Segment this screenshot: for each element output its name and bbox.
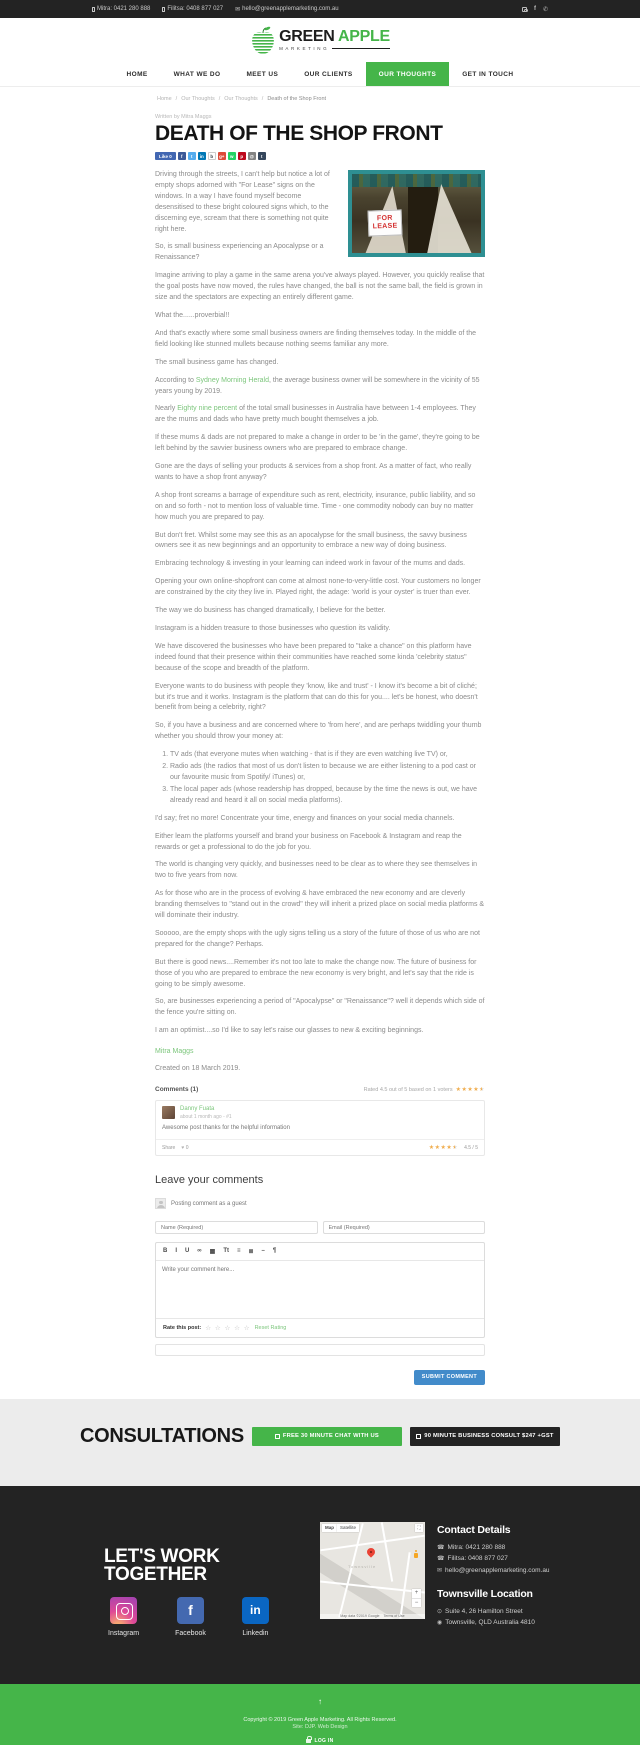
comment-card	[155, 1100, 485, 1156]
for-lease-sign: FOR LEASE	[368, 209, 403, 236]
comment-like-button[interactable]: ♥ 0	[181, 1144, 189, 1151]
toolbar-button[interactable]: I	[175, 1248, 178, 1255]
comments-count: Comments (1)	[155, 1086, 199, 1094]
topbar	[0, 0, 640, 18]
article-paragraph: The world is changing very quickly, and businesses need to be clear as to where they see themselves in two to five years from now.	[155, 861, 478, 880]
reset-rating-link[interactable]: Reset Rating	[254, 1325, 287, 1332]
free-chat-button[interactable]: FREE 30 MINUTE CHAT WITH US	[252, 1427, 402, 1446]
article-paragraph: So, are businesses experiencing a period of "Apocalypse" or "Renaissance"? well it depends which side of the fence you're sitting on.	[155, 998, 485, 1017]
breadcrumb-item[interactable]: Our Thoughts	[181, 96, 215, 102]
article-paragraph: A shop front screams a barrage of expenditure such as rent, electricity, insurance, public liability, and so on and so forth - not to mention loss of valuable time. Time - one commodity nobody can buy no matter how much you are prepared to pay.	[155, 491, 476, 521]
submit-comment-button[interactable]: SUBMIT COMMENT	[414, 1370, 485, 1385]
email-icon: ✉	[437, 1567, 443, 1574]
phone-icon	[92, 7, 95, 12]
address-line: ⊙ Suite 4, 26 Hamilton Street	[437, 1607, 523, 1615]
phone-icon	[162, 7, 165, 12]
nav-item-what-we-do[interactable]: WHAT WE DO	[173, 70, 221, 78]
breadcrumb-separator: /	[261, 96, 264, 102]
facebook-share-icon[interactable]: f	[178, 152, 186, 160]
article-paragraph: So, if you have a business and are concerned where to 'from here', and are perhaps twiddling your thumb whether you should throw your money at:	[155, 722, 482, 741]
location-heading: Townsville Location	[437, 1587, 533, 1600]
map-town-label: Townsville	[348, 1563, 377, 1569]
author-link[interactable]: Mitra Maggs	[155, 1048, 194, 1056]
phone-icon[interactable]: ✆	[542, 6, 548, 13]
nav-item-get-in-touch[interactable]: GET IN TOUCH	[462, 70, 514, 78]
name-field[interactable]	[155, 1221, 318, 1234]
article-paragraph: Imagine arriving to play a game in the same arena you've always played. However, you quickly realise that the goal posts have now moved, the rules have changed, the ball is not the same ball, the field is grown in size and the spectators are expecting an entirely different game.	[155, 272, 485, 302]
toolbar-button[interactable]: ▦	[209, 1249, 216, 1256]
social-label: Linkedin	[242, 1629, 269, 1637]
footer	[0, 1486, 640, 1684]
buffer-share-icon[interactable]: b	[208, 152, 216, 160]
instagram-icon[interactable]	[522, 7, 527, 12]
leave-comments-title: Leave your comments	[155, 1174, 264, 1187]
comment-textarea[interactable]	[156, 1261, 484, 1313]
toolbar-button[interactable]: ≣	[248, 1249, 254, 1256]
social-instagram[interactable]	[108, 1597, 139, 1637]
whatsapp-share-icon[interactable]: w	[228, 152, 236, 160]
linkedin-share-icon[interactable]: in	[199, 153, 204, 159]
article-list	[170, 750, 485, 807]
map-zoom-controls	[412, 1589, 421, 1607]
googleplus-share-icon[interactable]: g+	[219, 153, 225, 159]
article-paragraph: As for those who are in the process of evolving & have embraced the new economy and are cleverly branding themselves to "stand out in the crowd" they will inherit a prized place on social media platforms & will dominate their industry.	[155, 890, 485, 920]
linkedin-icon: in	[242, 1597, 269, 1624]
location-map[interactable]	[320, 1522, 425, 1619]
email-icon: ✉	[235, 6, 241, 13]
created-date: Created on 18 March 2019.	[155, 1065, 241, 1073]
article-paragraph: Opening your own online-shopfront can come at almost none-to-very-little cost. Your customers no longer are constrained by the city they live in. Played right, the adage: 'world is your oyster' is truer than ever.	[155, 578, 481, 597]
article-link[interactable]: Eighty nine percent	[177, 405, 238, 413]
article-paragraph: Either learn the platforms yourself and brand your business on Facebook & Instagram and reap the rewards or get a professional to do the job for you.	[155, 832, 462, 851]
article-paragraph: We have discovered the businesses who have been prepared to "take a chance" on this platform have indeed found that their presence within their communities have reached some kinda 'celebrity status" because of the scope and breadth of the platform.	[155, 642, 472, 672]
article-paragraph: Sooooo, are the empty shops with the ugly signs telling us a story of the future of those of us who are not prepared for the change? Perhaps.	[155, 929, 480, 948]
map-pin-icon: ◉	[437, 1620, 443, 1627]
rating-summary: Rated 4.5 out of 5 based on 1 voters ★★★★★	[363, 1086, 485, 1094]
contact-email[interactable]: ✉ hello@greenapplemarketing.com.au	[437, 1566, 550, 1574]
map-view-button[interactable]: Map	[322, 1524, 337, 1532]
pinterest-share-icon[interactable]: p	[238, 152, 246, 160]
nav-wrap	[0, 62, 640, 87]
topbar-socials	[522, 6, 548, 13]
article-link[interactable]: Sydney Morning Herald	[195, 376, 270, 384]
comment-rating-value: 4.5 / 5	[464, 1144, 478, 1151]
logo-text	[279, 29, 390, 51]
calendar-icon	[416, 1434, 421, 1439]
shopfront-photo	[348, 170, 485, 257]
guest-avatar-icon	[155, 1198, 166, 1209]
apple-logo-icon	[250, 26, 276, 55]
calendar-icon	[275, 1434, 280, 1439]
email-field[interactable]	[323, 1221, 486, 1234]
address-line: ◉ Townsville, QLD Australia 4810	[437, 1619, 535, 1627]
share-row	[155, 152, 485, 160]
contact-details-heading: Contact Details	[437, 1523, 511, 1536]
social-label: Instagram	[108, 1629, 140, 1637]
map-terms-link[interactable]: Terms of Use	[383, 1614, 405, 1619]
article-paragraph: According to Sydney Morning Herald, the average business owner will be somewhere in the vicinity of 55 years young by 2019.	[155, 376, 480, 395]
photo-beam	[352, 174, 481, 187]
editor-toolbar	[156, 1243, 484, 1261]
article-paragraph: Driving through the streets, I can't help but notice a lot of empty shops adorned with "For Lease" signs on the windows. In a way I have found myself become desensitised to these bright coloured signs which, to the discerning eye, scream that there is something not quite right here.	[155, 171, 330, 233]
map-pin-icon: ⊙	[437, 1608, 443, 1615]
toolbar-button[interactable]: ¶	[272, 1248, 277, 1255]
phone-icon: ☎	[437, 1556, 445, 1563]
tumblr-share-icon[interactable]: t	[258, 152, 266, 160]
bottom-bar	[0, 1684, 640, 1745]
guest-row	[155, 1198, 485, 1209]
copyright-text: Copyright © 2019 Green Apple Marketing. All Rights Reserved.	[243, 1716, 397, 1723]
pegman-icon[interactable]	[414, 1550, 418, 1558]
contact-line: ☎ Mitra: 0421 280 888	[437, 1543, 506, 1551]
instagram-icon	[110, 1597, 137, 1624]
article-body	[155, 170, 485, 1037]
topbar-phone-filitsa[interactable]: Filitsa: 0408 877 027	[162, 6, 223, 12]
back-to-top-button[interactable]: ↑	[318, 1696, 322, 1706]
toolbar-button[interactable]: B	[163, 1248, 168, 1255]
consultations-section	[0, 1399, 640, 1486]
comments-header	[155, 1086, 485, 1093]
topbar-phone-mitra[interactable]: Mitra: 0421 280 888	[92, 6, 150, 12]
written-by: Written by Mitra Maggs	[155, 114, 212, 120]
satellite-view-button[interactable]: Satellite	[337, 1524, 359, 1532]
article-paragraph: Instagram is a hidden treasure to those businesses who question its validity.	[155, 625, 391, 632]
social-facebook[interactable]	[175, 1597, 206, 1637]
toolbar-button[interactable]: U	[185, 1248, 190, 1255]
article-paragraph: If these mums & dads are not prepared to make a change in order to be 'in the game', they're going to be left behind by the savvier business owners who are prepared to embrace change.	[155, 434, 480, 453]
logo-word-green: GREEN	[279, 28, 335, 45]
article-paragraph: I'd say; fret no more! Concentrate your time, energy and finances on your social media channels.	[155, 814, 455, 822]
breadcrumb-item[interactable]: Home	[157, 96, 172, 102]
article-paragraph: But there is good news....Remember it's not too late to make the change now. The future of business for those of you who are prepared to embrace the new economy is very bright, and let's say that the ride is going to be simply awesome.	[155, 958, 477, 988]
article-paragraph: But don't fret. Whilst some may see this as an apocalypse for the small business, the savvy business owners see it as new beginnings and an opportunity to embrace a new way of doing business.	[155, 531, 467, 550]
captcha-row	[155, 1344, 485, 1356]
facebook-icon: f	[177, 1597, 204, 1624]
nav-item-meet-us[interactable]: MEET US	[246, 70, 279, 78]
zoom-in-button[interactable]: +	[412, 1589, 421, 1598]
logo-word-apple: APPLE	[338, 28, 390, 45]
map-marker-icon[interactable]	[365, 1546, 376, 1557]
toolbar-button[interactable]: Tt	[223, 1248, 229, 1255]
site-logo[interactable]	[250, 26, 390, 55]
heart-icon: ♥	[181, 1144, 185, 1151]
page-title: DEATH OF THE SHOP FRONT	[155, 122, 443, 145]
rate-stars[interactable]: ☆ ☆ ☆ ☆ ☆	[205, 1325, 251, 1333]
article-paragraph: The small business game has changed.	[155, 358, 279, 366]
nav-item-our-thoughts[interactable]: OUR THOUGHTS	[366, 62, 450, 86]
facebook-like-button[interactable]: Like 0	[155, 152, 176, 160]
article-paragraph: And that's exactly where some small business owners are finding themselves today. In the middle of the field looking like stunned mullets because nothing seems familiar any more.	[155, 329, 477, 348]
nav-item-our-clients[interactable]: OUR CLIENTS	[304, 70, 353, 78]
article-paragraph: Gone are the days of selling your products & services from a shop front. As a matter of fact, who really wants to have a shop front anyway?	[155, 463, 472, 481]
toolbar-button[interactable]: –	[261, 1248, 265, 1255]
rating-stars: ★★★★★	[455, 1087, 485, 1094]
social-linkedin[interactable]	[242, 1597, 269, 1637]
breadcrumb	[155, 87, 485, 114]
site-credit[interactable]: Site: DJP. Web Design	[292, 1723, 348, 1730]
rate-label: Rate this post:	[163, 1325, 202, 1332]
comment-footer	[156, 1139, 484, 1155]
article-paragraph: Embracing technology & investing in your learning can indeed work in favour of the mums and dads.	[155, 560, 466, 568]
comment-share-button[interactable]: Share	[162, 1144, 176, 1151]
lock-icon	[306, 1739, 311, 1743]
nav-item-home[interactable]: HOME	[126, 70, 148, 78]
login-link[interactable]: LOG IN	[306, 1738, 333, 1744]
map-attribution: Map data ©2019 Google	[340, 1614, 380, 1619]
topbar-email[interactable]: ✉ hello@greenapplemarketing.com.au	[235, 6, 339, 13]
email-share-icon[interactable]: @	[249, 153, 254, 159]
commenter-avatar	[162, 1106, 175, 1119]
commenter-name[interactable]: Danny Fuata	[180, 1106, 215, 1113]
article-list-item: 2. Radio ads (the radios that most of us don't listen to because we are either listening to a pod cast or our favourite music from Spotify/ iTunes) or,	[170, 762, 485, 784]
footer-heading: LET'S WORK TOGETHER	[104, 1545, 220, 1585]
breadcrumb-separator: /	[175, 96, 178, 102]
consultations-title: CONSULTATIONS	[80, 1424, 244, 1447]
article-paragraph: What the......proverbial!!	[155, 311, 230, 319]
article-paragraph: The way we do business has changed dramatically, I believe for the better.	[155, 607, 386, 615]
contact-line: ☎ Filitsa: 0408 877 027	[437, 1555, 508, 1563]
share-icons	[178, 152, 266, 160]
comment-meta: about 1 month ago - #1	[180, 1114, 232, 1121]
logo-tagline: MARKETING	[279, 46, 330, 51]
business-consult-button[interactable]: 90 MINUTE BUSINESS CONSULT $247 +GST	[410, 1427, 560, 1446]
site-header	[0, 18, 640, 62]
toolbar-button[interactable]: ∞	[197, 1248, 202, 1255]
facebook-icon[interactable]: f	[533, 6, 536, 12]
article-paragraph: Nearly Eighty nine percent of the total small businesses in Australia have between 1-4 employees. They are the mums and dads who have pretty much bought themselves a job.	[155, 405, 476, 424]
zoom-out-button[interactable]: −	[412, 1598, 421, 1607]
breadcrumb-item[interactable]: Our Thoughts	[224, 96, 258, 102]
guest-label: Posting comment as a guest	[171, 1200, 247, 1207]
toolbar-button[interactable]: ≡	[236, 1248, 241, 1255]
twitter-share-icon[interactable]: t	[188, 152, 196, 160]
fullscreen-icon[interactable]: ⛶	[415, 1524, 423, 1532]
breadcrumb-separator: /	[218, 96, 221, 102]
article-list-item: 1. TV ads (that everyone mutes when watching - that is if they are even watching live TV) or,	[170, 750, 485, 761]
main-nav	[0, 62, 640, 86]
article-list-item: 3. The local paper ads (whose readership has dropped, because by the time the news is out, we have already read and heard it all on social media platforms).	[170, 785, 485, 807]
comment-rating-stars: ★★★★★	[428, 1145, 459, 1152]
social-label: Facebook	[175, 1629, 206, 1637]
breadcrumb-item: Death of the Shop Front	[267, 96, 327, 102]
rate-row	[156, 1318, 484, 1337]
article-paragraph: So, is small business experiencing an Apocalypse or a Renaissance?	[155, 243, 324, 262]
comment-editor	[155, 1242, 485, 1338]
topbar-contacts	[92, 6, 339, 13]
footer-socials	[108, 1597, 320, 1637]
article-paragraph: I am an optimist....so I'd like to say let's raise our glasses to new & exciting beginnings.	[155, 1027, 424, 1035]
article-paragraph: Everyone wants to do business with people they 'know, like and trust' - I know it's become a bit of cliché; but it's true and it works. Instagram is the platform that can do this for you.... let's be honest, who doesn't benefit from being a celebrity, right?	[155, 682, 478, 712]
phone-icon: ☎	[437, 1544, 445, 1551]
comment-text: Awesome post thanks for the helpful information	[162, 1125, 290, 1132]
